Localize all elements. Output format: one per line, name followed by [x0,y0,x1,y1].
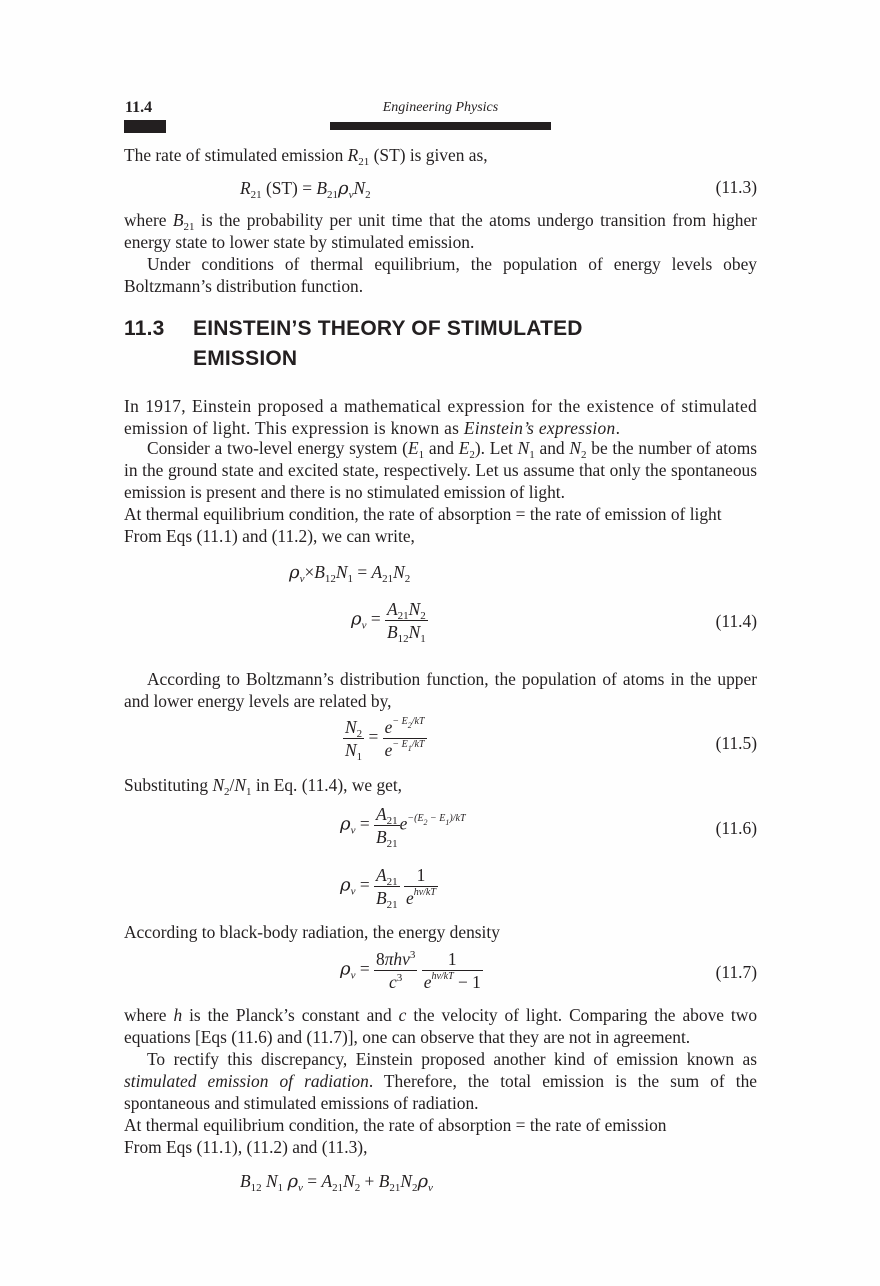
emphasis: Einstein’s expression [463,418,616,438]
paragraph-boltzmann: According to Boltzmann’s distribution function, the population of atoms in the upper and lower energy levels are related by, [124,669,757,711]
equation-number: (11.6) [715,818,757,838]
equation-number: (11.7) [715,962,757,982]
paragraph-discrepancy [124,1048,757,1114]
text: is the Planck’s constant and [189,1005,392,1025]
paragraph-absorption-emission: At thermal equilibrium condition, the rate of absorption = the rate of emission of light [124,504,722,524]
paragraph-absorption-rate: At thermal equilibrium condition, the rate of absorption = the rate of emission [124,1115,667,1135]
text: in Eq. (11.4), we get, [255,775,403,795]
text: . Therefore, the total emission is the sum of the spontaneous and stimulated emissions of radiation. [124,1071,757,1113]
text: where [124,1005,167,1025]
text: ). Let [474,438,513,458]
paragraph-b21-definition: where $B_{21}$ is the probability per unit time that the atoms undergo transition from higher energy state to lower state by stimulated emission. [124,210,757,252]
paragraph-from-eqs: From Eqs (11.1) and (11.2), we can write, [124,526,415,546]
equation-intermediate: $\rho_\nu$ = $\frac{A_{21}}{B_{21}}$ $\frac{1}{e^{h\nu/kT}}$ [340,865,436,911]
equation-number: (11.4) [715,611,757,631]
equation-total-emission: $B_{12}$ $N_1$ $\rho_\nu = A_{21}N_2 + B_{21}N_2\rho_\nu$ [240,1171,433,1194]
paragraph-from-eqs-2: From Eqs (11.1), (11.2) and (11.3), [124,1137,368,1157]
text: and [428,438,454,458]
equation-11-4: $\rho_\nu$ = $\frac{A_{21}N_2}{B_{12}N_1}$ [351,599,426,645]
running-title: Engineering Physics [382,100,499,115]
text: The rate of stimulated emission [124,145,344,165]
page-number: 11.4 [125,99,153,116]
text: Consider a two-level energy system ( [147,438,408,458]
text: (ST) is given as, [373,145,488,165]
paragraph-thermal-equilibrium: Under conditions of thermal equilibrium, the population of energy levels obey Boltzmann’s distribution function. [124,254,757,296]
emphasis: stimulated emission of radiation [124,1071,369,1091]
paragraph-substituting: Substituting $N_2/N_1$ in Eq. (11.4), we get, [124,775,403,798]
equation-11-5: $\frac{N_2}{N_1}$ = $\frac{e^{- E_2/kT}}{e^{- E_1/kT}}$ [345,716,425,763]
equation-11-7: $\rho_\nu$ = $\frac{8\pi h\nu^3}{c^3}$ $\frac{1}{e^{h\nu/kT} - 1}$ [340,949,481,992]
text: where [124,210,167,230]
equation-11-6: $\rho_\nu$ = $\frac{A_{21}}{B_{21}}$ $e^{-(E_2 - E_1)/kT}$ [340,804,466,850]
section-title-continued: EMISSION [193,347,298,370]
text: and [539,438,565,458]
paragraph-two-level-system: Consider a two-level energy system ($E_1$ and $E_2$). Let $N_1$ and $N_2$ be the number of atoms in the ground state and excited state, respectively. Let us assume that only the spontaneous emission is present and there is no stimulated emission of light. [124,438,758,502]
paragraph-rate-stimulated: The rate of stimulated emission $R_{21}$ (ST) is given as, [124,145,488,168]
text: be the number of atoms in the ground state and excited state, respectively. Let us assume that only the spontaneous emission is present and there is no stimulated emission of light. [124,438,758,502]
section-number: 11.3 [124,317,165,340]
equation-balance: $\rho_\nu\times B_{12}N_1 = A_{21}N_2$ [289,562,411,585]
text: the velocity of light. Comparing the above two equations [Eqs (11.6) and (11.7)], one can observe that they are not in agreement. [124,1005,758,1047]
text: is the probability per unit time that the atoms undergo transition from higher energy state to lower state by stimulated emission. [124,210,757,252]
paragraph-planck-constant: where h is the Planck’s constant and c the velocity of light. Comparing the above two equations [Eqs (11.6) and (11.7)], one can observe that they are not in agreement. [124,1005,758,1047]
text: To rectify this discrepancy, Einstein proposed another kind of emission known as [147,1049,757,1069]
section-title: EINSTEIN’S THEORY OF STIMULATED [193,317,583,340]
equation-number: (11.5) [715,733,757,753]
paragraph-einstein-1917: In 1917, Einstein proposed a mathematical expression for the existence of stimulated emission of light. This expression is known as Einstein’s expression. [124,396,757,438]
header-rule [330,122,551,130]
equation-number: (11.3) [715,177,757,197]
page-number-bar [124,120,166,133]
text: In 1917, Einstein proposed a mathematical expression for the existence of stimulated emission of light. This expression is known as [124,396,757,438]
equation-11-3: $R_{21}$ $(ST) = B_{21}\rho_\nu N_2$ [240,178,371,201]
text: Substituting [124,775,209,795]
paragraph-black-body: According to black-body radiation, the energy density [124,922,500,942]
